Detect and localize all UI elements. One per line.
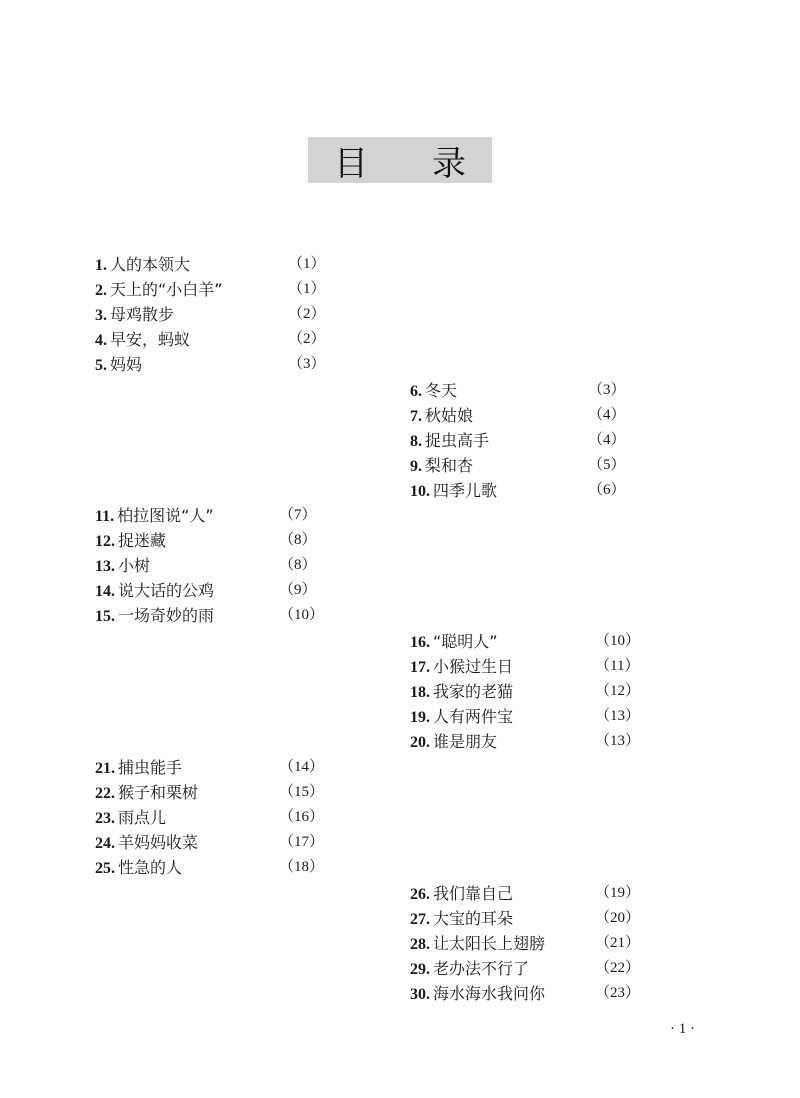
entry-title: 母鸡散步: [110, 305, 175, 325]
entry-page: （20）: [595, 909, 641, 926]
entry-page: （14）: [279, 759, 325, 775]
entry-title: 四季儿歌: [433, 480, 498, 500]
toc-entry[interactable]: [410, 679, 641, 704]
toc-entry[interactable]: [410, 981, 641, 1006]
entry-number: 27.: [410, 910, 430, 928]
entry-title: 性急的人: [118, 858, 183, 878]
entry-number: 19.: [410, 709, 430, 727]
entry-number: 24.: [95, 835, 115, 853]
toc-block-2: [410, 378, 626, 503]
entry-page: （2）: [288, 306, 326, 323]
entry-title: 早安，蚂蚁: [110, 330, 191, 350]
entry-title: 谁是朋友: [433, 732, 498, 752]
entry-title: 秋姑娘: [425, 405, 474, 425]
entry-number: 20.: [410, 734, 430, 752]
entry-title: 我家的老猫: [433, 682, 514, 702]
title-char-right: 录: [432, 143, 466, 184]
toc-block-4: [410, 629, 641, 754]
entry-page: （9）: [279, 582, 317, 599]
entry-number: 29.: [410, 960, 430, 978]
page-title: [308, 137, 492, 183]
entry-number: 12.: [95, 533, 115, 551]
entry-number: 14.: [95, 583, 115, 601]
toc-entry[interactable]: [410, 654, 640, 679]
toc-entry[interactable]: [410, 956, 641, 981]
entry-page: （10）: [279, 607, 325, 624]
entry-number: 22.: [95, 785, 115, 803]
entry-number: 3.: [95, 307, 107, 325]
entry-number: 2.: [95, 282, 107, 300]
entry-title: 羊妈妈收菜: [118, 833, 199, 853]
entry-title: 柏拉图说“人”: [117, 506, 214, 525]
entry-title: 梨和杏: [425, 455, 474, 475]
entry-title: 说大话的公鸡: [118, 581, 215, 601]
entry-number: 26.: [410, 885, 430, 903]
entry-title: 我们靠自己: [433, 883, 514, 903]
toc-entry[interactable]: [410, 931, 641, 956]
entry-page: （11）: [595, 658, 640, 675]
entry-title: 老办法不行了: [433, 958, 530, 978]
entry-title: “聪明人”: [433, 632, 498, 651]
toc-entry[interactable]: [95, 327, 326, 352]
entry-title: 人的本领大: [110, 255, 191, 274]
entry-title: 人有两件宝: [433, 707, 514, 727]
entry-page: （7）: [279, 507, 317, 523]
entry-title: 妈妈: [110, 355, 143, 375]
toc-entry[interactable]: [95, 553, 317, 578]
entry-title: 海水海水我问你: [433, 983, 546, 1003]
entry-title: 雨点儿: [118, 808, 167, 828]
toc-entry[interactable]: [410, 403, 626, 428]
entry-title: 一场奇妙的雨: [118, 606, 215, 626]
toc-entry[interactable]: [95, 352, 326, 377]
entry-number: 5.: [95, 357, 107, 375]
entry-page: （23）: [595, 984, 641, 1001]
entry-number: 1.: [95, 257, 107, 274]
toc-entry[interactable]: [95, 277, 326, 302]
entry-number: 28.: [410, 935, 430, 953]
toc-entry[interactable]: [95, 805, 325, 830]
entry-page: （8）: [279, 532, 317, 549]
toc-entry[interactable]: [410, 453, 626, 478]
entry-title: 天上的“小白羊”: [110, 280, 223, 300]
entry-number: 18.: [410, 684, 430, 702]
entry-page: （5）: [588, 456, 626, 473]
entry-number: 23.: [95, 810, 115, 828]
entry-page: （6）: [588, 481, 626, 498]
title-char-left: 目: [334, 143, 368, 184]
entry-page: （10）: [595, 633, 641, 649]
entry-number: 30.: [410, 985, 430, 1003]
toc-block-3: [95, 503, 325, 628]
entry-page: （8）: [279, 557, 317, 574]
toc-entry[interactable]: [410, 704, 641, 729]
entry-page: （19）: [595, 884, 641, 901]
toc-block-1: [95, 252, 326, 377]
toc-block-6: [410, 881, 641, 1006]
entry-page: （3）: [588, 381, 626, 398]
entry-title: 猴子和栗树: [118, 783, 199, 803]
entry-title: 捉迷藏: [118, 531, 167, 551]
toc-entry[interactable]: [95, 603, 325, 628]
entry-page: （12）: [595, 683, 641, 700]
entry-page: （1）: [288, 256, 326, 272]
entry-title: 小树: [118, 556, 151, 576]
toc-entry[interactable]: [410, 906, 641, 931]
entry-page: （13）: [595, 708, 641, 725]
entry-page: （4）: [588, 406, 626, 423]
entry-page: （17）: [279, 834, 325, 851]
toc-entry[interactable]: [410, 629, 641, 654]
entry-page: （21）: [595, 934, 641, 951]
entry-title: 捕虫能手: [118, 758, 183, 777]
entry-title: 冬天: [425, 380, 458, 400]
entry-number: 16.: [410, 634, 430, 651]
entry-page: （2）: [288, 331, 326, 348]
entry-title: 捉虫高手: [425, 430, 490, 450]
entry-number: 4.: [95, 332, 107, 350]
toc-entry[interactable]: [410, 881, 641, 906]
entry-number: 9.: [410, 457, 422, 475]
toc-entry[interactable]: [95, 503, 317, 528]
entry-number: 13.: [95, 558, 115, 576]
entry-number: 10.: [410, 482, 430, 500]
entry-title: 让太阳长上翅膀: [433, 933, 546, 953]
toc-entry[interactable]: [410, 478, 626, 503]
entry-page: （3）: [288, 356, 326, 373]
toc-block-5: [95, 755, 325, 880]
toc-entry[interactable]: [410, 428, 626, 453]
toc-entry[interactable]: [95, 578, 317, 603]
entry-number: 8.: [410, 432, 422, 450]
entry-number: 11.: [95, 508, 115, 525]
entry-number: 17.: [410, 659, 430, 677]
toc-entry[interactable]: [95, 755, 325, 780]
entry-number: 15.: [95, 608, 115, 626]
toc-entry[interactable]: [95, 528, 317, 553]
toc-entry[interactable]: [95, 830, 325, 855]
entry-page: （4）: [588, 431, 626, 448]
page-number: · 1 ·: [670, 1021, 695, 1037]
entry-number: 25.: [95, 860, 115, 878]
toc-entry[interactable]: [95, 855, 325, 880]
entry-title: 小猴过生日: [433, 657, 514, 677]
toc-entry[interactable]: [95, 780, 325, 805]
toc-entry[interactable]: [410, 729, 641, 754]
entry-page: （18）: [279, 859, 325, 876]
entry-page: （15）: [279, 784, 325, 801]
entry-page: （1）: [288, 281, 326, 298]
toc-entry[interactable]: [95, 252, 326, 277]
toc-entry[interactable]: [410, 378, 626, 403]
entry-title: 大宝的耳朵: [433, 908, 514, 928]
entry-number: 6.: [410, 382, 422, 400]
toc-entry[interactable]: [95, 302, 326, 327]
entry-number: 7.: [410, 407, 422, 425]
entry-page: （13）: [595, 733, 641, 750]
entry-page: （16）: [279, 809, 325, 826]
entry-number: 21.: [95, 760, 115, 777]
entry-page: （22）: [595, 959, 641, 976]
